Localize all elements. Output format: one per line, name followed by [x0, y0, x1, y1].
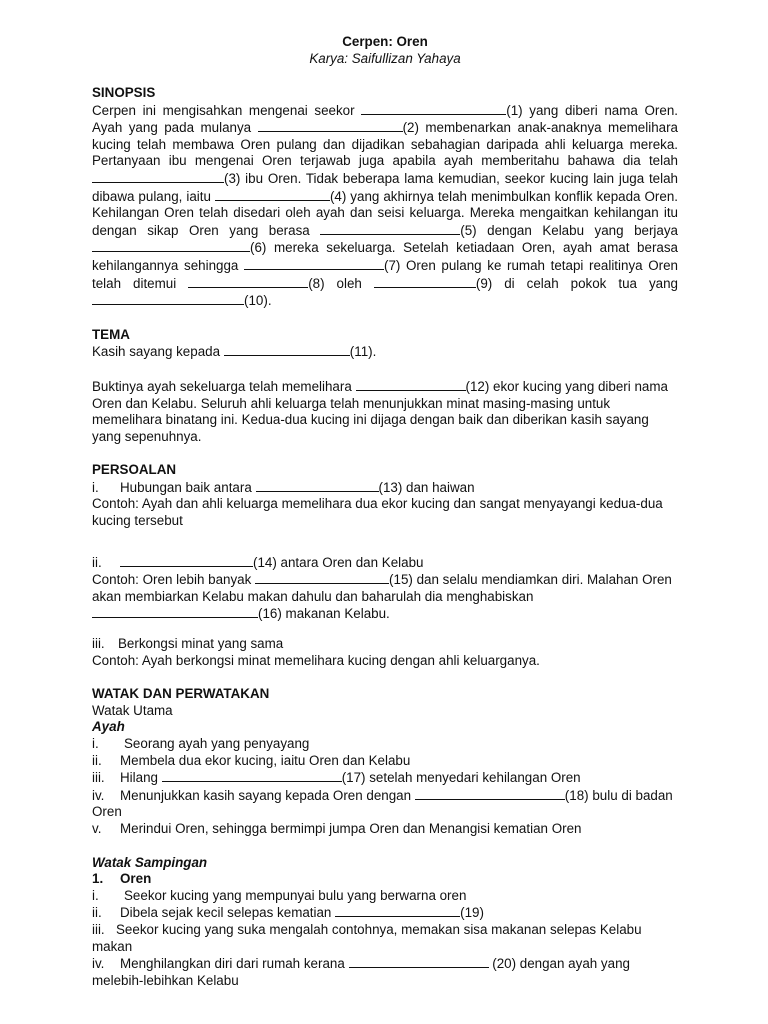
oren-trait-4: iv. Menghilangkan diri dari rumah kerana (20) dengan ayah yang melebih-lebihkan Kelabu [92, 956, 630, 988]
blank-1[interactable] [361, 102, 506, 115]
watak-heading: WATAK DAN PERWATAKAN [92, 686, 270, 702]
persoalan-item-1: i. Hubungan baik antara (13) dan haiwan [92, 479, 475, 495]
watak-utama-label: Watak Utama [92, 702, 173, 718]
oren-trait-3: iii. Seekor kucing yang suka mengalah contohnya, memakan sisa makanan selepas Kelabu makan [92, 921, 642, 954]
ayah-trait-5: v. Merindui Oren, sehingga bermimpi jumpa Oren dan Menangisi kematian Oren [92, 820, 582, 836]
blank-9[interactable] [374, 275, 476, 288]
blank-4[interactable] [215, 188, 330, 201]
ayah-trait-2: ii. Membela dua ekor kucing, iaitu Oren dan Kelabu [92, 752, 411, 768]
persoalan-item-1-example: Contoh: Ayah dan ahli keluarga memelihara dua ekor kucing dan sangat menyayangi kedua-dua kucing tersebut [92, 496, 663, 529]
blank-14[interactable] [120, 554, 253, 567]
document-author: Karya: Saifullizan Yahaya [309, 51, 461, 66]
blank-5[interactable] [320, 222, 460, 235]
blank-18[interactable] [415, 787, 565, 800]
persoalan-item-3: iii. Berkongsi minat yang sama [92, 636, 284, 652]
persoalan-item-2-example: Contoh: Oren lebih banyak (15) dan selalu mendiamkan diri. Malahan Oren akan membiarkan Kelabu makan dahulu dan baharulah dia menghabiskan (16) makanan Kelabu. [92, 572, 672, 622]
tema-line: Kasih sayang kepada (11). [92, 344, 377, 360]
blank-6[interactable] [92, 239, 250, 252]
watak-ayah-label: Ayah [92, 719, 125, 735]
blank-16[interactable] [92, 605, 258, 618]
sinopsis-paragraph: Cerpen ini mengisahkan mengenai seekor (1) yang diberi nama Oren. Ayah yang pada mulanya (2) membenarkan anak-anaknya memelihara kucing telah membawa Oren pulang dan dijadikan sebahagian daripada ahli keluarga mereka. Pertanyaan ibu mengenai Oren terjawab juga apabila ayah memberitahu bahawa dia telah (3) ibu Oren. Tidak beberapa lama kemudian, seekor kucing lain juga telah dibawa pulang, iaitu (4) yang akhirnya telah menimbulkan konflik kepada Oren. Kehilangan Oren telah disedari oleh ayah dan seisi keluarga. Mereka mengaitkan kehilangan itu dengan sikap Oren yang berasa (5) dengan Kelabu yang berjaya (6) mereka sekeluarga. Setelah ketiadaan Oren, ayah amat berasa kehilangannya sehingga (7) Oren pulang ke rumah tetapi realitinya Oren telah ditemui (8) oleh (9) di celah pokok tua yang (10). [92, 102, 678, 309]
tema-heading: TEMA [92, 326, 130, 342]
document-body [92, 34, 678, 989]
blank-8[interactable] [188, 275, 308, 288]
persoalan-heading: PERSOALAN [92, 462, 177, 478]
blank-2[interactable] [258, 119, 403, 132]
ayah-trait-1: i. Seorang ayah yang penyayang [92, 736, 310, 751]
blank-15[interactable] [255, 571, 389, 584]
ayah-trait-4: iv. Menunjukkan kasih sayang kepada Oren dengan (18) bulu di badan Oren [92, 787, 673, 820]
blank-10[interactable] [92, 292, 244, 305]
watak-sampingan-label: Watak Sampingan [92, 854, 208, 870]
persoalan-item-3-example: Contoh: Ayah berkongsi minat memelihara kucing dengan ahli keluarganya. [92, 652, 540, 668]
blank-13[interactable] [256, 479, 379, 492]
ayah-trait-3: iii. Hilang (17) setelah menyedari kehilangan Oren [92, 770, 581, 786]
blank-3[interactable] [92, 170, 224, 183]
blank-7[interactable] [244, 257, 384, 270]
sinopsis-heading: SINOPSIS [92, 85, 156, 100]
oren-trait-2: ii. Dibela sejak kecil selepas kematian (19) [92, 905, 484, 921]
oren-label: 1. Oren [92, 871, 152, 887]
blank-20[interactable] [349, 955, 489, 968]
document-title: Cerpen: Oren [342, 34, 428, 49]
blank-12[interactable] [356, 378, 466, 391]
blank-11[interactable] [224, 343, 350, 356]
blank-19[interactable] [335, 904, 460, 917]
oren-trait-1: i. Seekor kucing yang mempunyai bulu yang berwarna oren [92, 887, 467, 903]
tema-evidence-paragraph: Buktinya ayah sekeluarga telah memelihara (12) ekor kucing yang diberi nama Oren dan Kelabu. Seluruh ahli keluarga telah menunjukkan minat masing-masing untuk memelihara binatang ini. Kedua-dua kucing ini dijaga dengan baik dan diberikan kasih sayang yang sepenuhnya. [92, 378, 668, 444]
blank-17[interactable] [162, 769, 342, 782]
persoalan-item-2: ii. (14) antara Oren dan Kelabu [92, 554, 424, 570]
